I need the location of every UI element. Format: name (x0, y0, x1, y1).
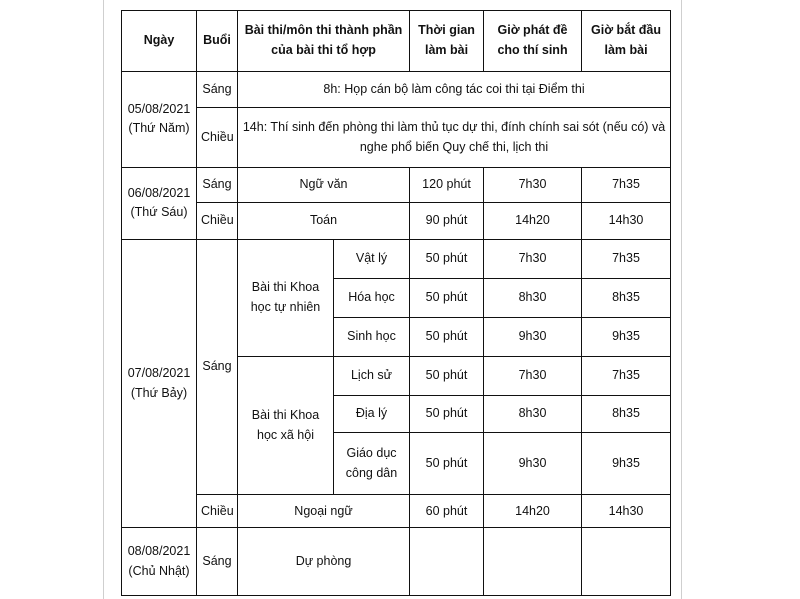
start-cell: 14h30 (582, 202, 671, 239)
group-xa-hoi: Bài thi Khoa học xã hội (238, 356, 334, 495)
duration-cell: 50 phút (410, 432, 484, 495)
session-cell: Sáng (197, 239, 238, 495)
session-cell: Chiều (197, 108, 238, 168)
day-date: 06/08/2021 (127, 186, 191, 201)
note-meeting: 8h: Họp cán bộ làm công tác coi thi tại Điểm thi (238, 71, 671, 108)
handout-cell (484, 528, 582, 596)
subject-cell: Ngữ văn (238, 168, 410, 203)
session-cell: Sáng (197, 71, 238, 108)
duration-cell: 50 phút (410, 356, 484, 395)
exam-schedule-table (121, 10, 671, 596)
note-procedure: 14h: Thí sinh đến phòng thi làm thủ tục dự thi, đính chính sai sót (nếu có) và nghe phổ biến Quy chế thi, lịch thi (238, 108, 671, 168)
handout-cell: 7h30 (484, 168, 582, 203)
session-cell: Chiều (197, 202, 238, 239)
table-row (122, 239, 671, 278)
subject-cell: Địa lý (334, 395, 410, 432)
start-cell (582, 528, 671, 596)
table-row (122, 202, 671, 239)
day-cell-2 (122, 168, 197, 240)
start-cell: 7h35 (582, 239, 671, 278)
handout-cell: 9h30 (484, 317, 582, 356)
start-cell: 8h35 (582, 395, 671, 432)
start-cell: 14h30 (582, 495, 671, 528)
day-date: 05/08/2021 (127, 101, 191, 116)
day-weekday: (Chủ Nhật) (128, 563, 190, 578)
handout-cell: 14h20 (484, 202, 582, 239)
subject-cell: Dự phòng (238, 528, 410, 596)
duration-cell: 50 phút (410, 395, 484, 432)
duration-cell: 60 phút (410, 495, 484, 528)
session-cell: Chiều (197, 495, 238, 528)
day-weekday: (Thứ Sáu) (130, 205, 188, 220)
subject-cell: Ngoại ngữ (238, 495, 410, 528)
start-cell: 7h35 (582, 168, 671, 203)
start-cell: 9h35 (582, 432, 671, 495)
subject-cell: Toán (238, 202, 410, 239)
header-ngay: Ngày (122, 11, 197, 72)
day-cell-3 (122, 239, 197, 527)
day-date: 08/08/2021 (127, 544, 191, 559)
group-tu-nhien: Bài thi Khoa học tự nhiên (238, 239, 334, 356)
handout-cell: 8h30 (484, 278, 582, 317)
day-cell-1 (122, 71, 197, 167)
page-edge-right (681, 0, 682, 599)
start-cell: 8h35 (582, 278, 671, 317)
day-date: 07/08/2021 (127, 366, 191, 381)
duration-cell: 50 phút (410, 317, 484, 356)
page-edge-left (103, 0, 104, 599)
duration-cell: 120 phút (410, 168, 484, 203)
subject-cell: Vật lý (334, 239, 410, 278)
day-weekday: (Thứ Năm) (128, 121, 190, 136)
subject-cell: Hóa học (334, 278, 410, 317)
subject-cell: Giáo dục công dân (334, 432, 410, 495)
header-bai-thi: Bài thi/môn thi thành phần của bài thi tổ hợp (238, 11, 410, 72)
handout-cell: 9h30 (484, 432, 582, 495)
handout-cell: 8h30 (484, 395, 582, 432)
table-row (122, 495, 671, 528)
handout-cell: 7h30 (484, 239, 582, 278)
table-row (122, 108, 671, 168)
duration-cell: 50 phút (410, 239, 484, 278)
duration-cell: 50 phút (410, 278, 484, 317)
subject-cell: Lịch sử (334, 356, 410, 395)
header-row (122, 11, 671, 72)
start-cell: 7h35 (582, 356, 671, 395)
header-gio-phat-de: Giờ phát đề cho thí sinh (484, 11, 582, 72)
day-weekday: (Thứ Bảy) (130, 385, 188, 400)
table-row (122, 168, 671, 203)
header-gio-bat-dau: Giờ bắt đầu làm bài (582, 11, 671, 72)
session-cell: Sáng (197, 168, 238, 203)
header-buoi: Buổi (197, 11, 238, 72)
duration-cell: 90 phút (410, 202, 484, 239)
handout-cell: 7h30 (484, 356, 582, 395)
day-cell-4 (122, 528, 197, 596)
handout-cell: 14h20 (484, 495, 582, 528)
session-cell: Sáng (197, 528, 238, 596)
table-row (122, 528, 671, 596)
start-cell: 9h35 (582, 317, 671, 356)
subject-cell: Sinh học (334, 317, 410, 356)
table-row (122, 71, 671, 108)
header-thoi-gian: Thời gian làm bài (410, 11, 484, 72)
duration-cell (410, 528, 484, 596)
